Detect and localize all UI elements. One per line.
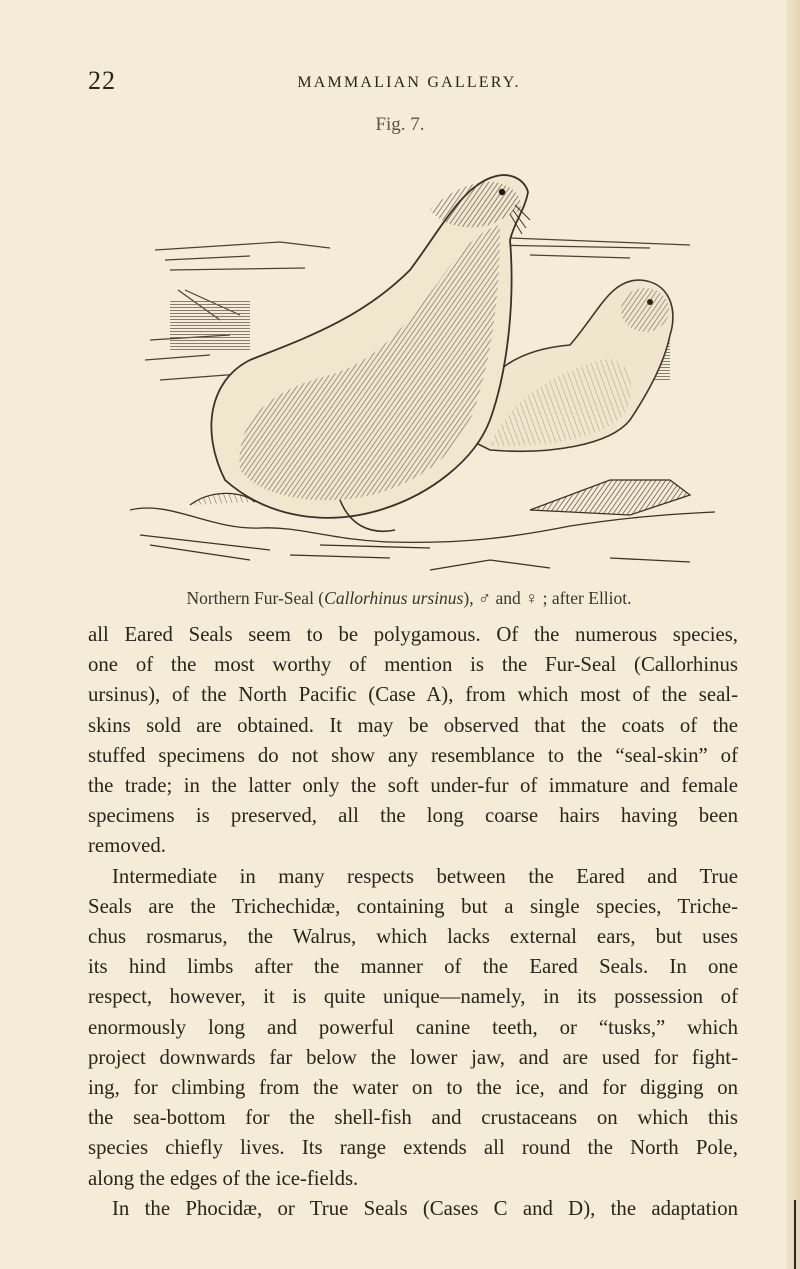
text-line: one of the most worthy of mention is the Fur-Seal (Callorhinus: [88, 653, 738, 677]
figure-caption: [88, 588, 730, 609]
text-line: removed.: [88, 834, 166, 858]
text-line: Intermediate in many respects between the Eared and True: [112, 864, 738, 888]
text-line: its hind limbs after the manner of the Eared Seals. In one: [88, 955, 738, 979]
text-line: species chiefly lives. Its range extends all round the North Pole,: [88, 1136, 738, 1160]
caption-text-start: Northern Fur-Seal (: [186, 588, 325, 608]
body-text: [88, 620, 738, 1224]
figure-label: Fig. 7.: [375, 114, 425, 135]
text-line: Seals are the Trichechidæ, containing but a single species, Triche-: [88, 894, 738, 918]
fur-seal-engraving: [130, 150, 715, 582]
text-line: along the edges of the ice-fields.: [88, 1166, 359, 1190]
page-edge-mark: [794, 1200, 796, 1269]
caption-scientific-name: Callorhinus ursinus: [324, 588, 464, 608]
page-header: [88, 66, 730, 98]
text-line: stuffed specimens do not show any resemblance to the “seal-skin” of: [88, 743, 738, 767]
page-edge-shadow: [786, 0, 800, 1269]
text-line: ursinus), of the North Pacific (Case A), from which most of the seal-: [88, 683, 738, 707]
rock-foreground: [130, 480, 715, 570]
running-head: MAMMALIAN GALLERY.: [297, 74, 521, 91]
paragraph-walrus: [88, 862, 738, 1194]
text-line: enormously long and powerful canine teeth, or “tusks,” which: [88, 1015, 738, 1039]
text-line: all Eared Seals seem to be polygamous. Of the numerous species,: [88, 623, 738, 646]
male-seal: [211, 175, 530, 531]
text-line: In the Phocidæ, or True Seals (Cases C and D), the adaptation: [112, 1196, 738, 1220]
text-line: chus rosmarus, the Walrus, which lacks external ears, but uses: [88, 925, 738, 949]
text-line: project downwards far below the lower jaw, and are used for fight-: [88, 1045, 738, 1069]
text-line: skins sold are obtained. It may be observed that the coats of the: [88, 713, 738, 737]
text-line: the sea-bottom for the shell-fish and crustaceans on which this: [88, 1106, 738, 1130]
page-number: 22: [88, 66, 116, 95]
text-line: specimens is preserved, all the long coarse hairs having been: [88, 804, 738, 828]
text-line: ing, for climbing from the water on to the ice, and for digging on: [88, 1076, 738, 1100]
paragraph-phocidae: [88, 1194, 738, 1224]
paragraph-eared-seals: [88, 620, 738, 862]
text-line: respect, however, it is quite unique—namely, in its possession of: [88, 985, 738, 1009]
text-line: the trade; in the latter only the soft under-fur of immature and female: [88, 774, 738, 798]
caption-text-end: ), ♂ and ♀ ; after Elliot.: [463, 588, 632, 608]
